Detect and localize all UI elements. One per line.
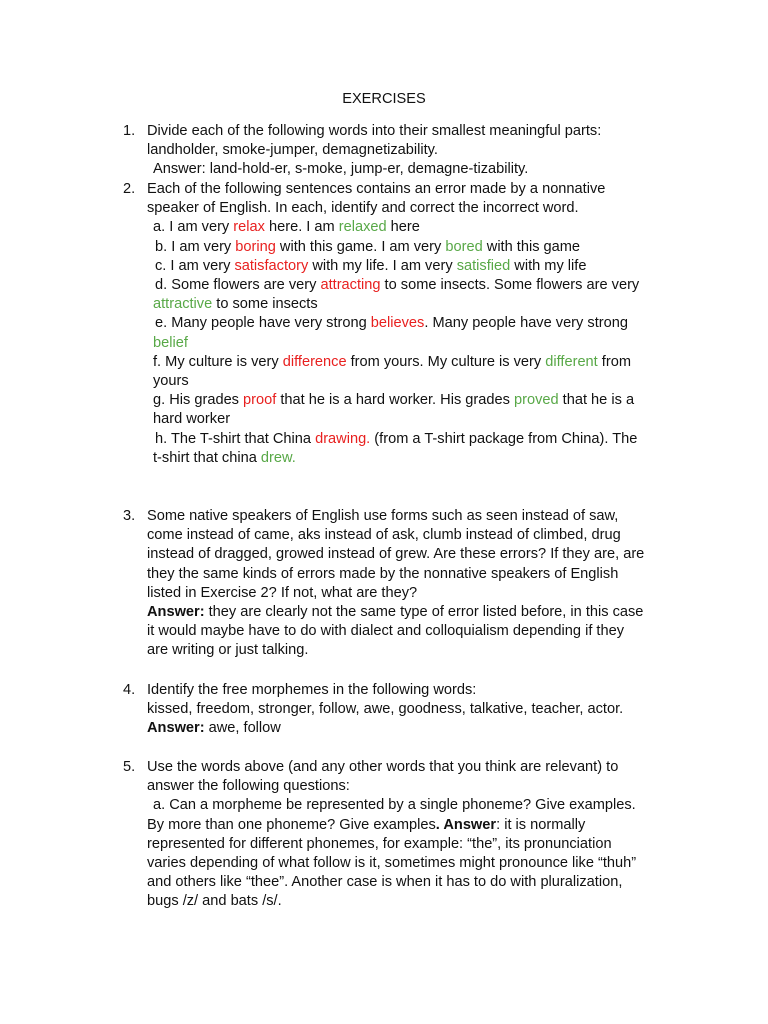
exercise-3-line-1: Some native speakers of English use forms such as seen instead of saw, [147, 508, 619, 524]
exercise-5-line-1: Use the words above (and any other words that you think are relevant) to [147, 759, 619, 775]
exercise-2-line-2: speaker of English. In each, identify and correct the incorrect word. [147, 200, 579, 217]
exercise-4-line-1: Identify the free morphemes in the following words: [147, 682, 477, 698]
incorrect-word: boring [235, 238, 276, 255]
answer-label: . Answer [435, 816, 497, 833]
corrected-word: drew. [260, 449, 296, 466]
exercise-5-line-2: answer the following questions: [147, 778, 350, 795]
incorrect-word: drawing. [315, 430, 371, 447]
sentence-g-continued: hard worker [153, 411, 231, 428]
sentence-d: d. Some flowers are very attracting to some insects. Some flowers are very [155, 277, 640, 294]
exercise-3-answer: Answer: they are clearly not the same type of error listed before, in this case [147, 604, 644, 621]
incorrect-word: proof [243, 392, 277, 409]
sentence-h: h. The T-shirt that China drawing. (from a T-shirt package from China). The [155, 430, 638, 447]
incorrect-word: difference [282, 353, 347, 370]
corrected-word: satisfied [456, 257, 511, 274]
sentence-h-continued: t-shirt that china drew. [153, 449, 296, 466]
sentence-e: e. Many people have very strong believes. Many people have very strong [155, 315, 628, 332]
exercise-4-answer: Answer: awe, follow [147, 720, 281, 737]
corrected-word: proved [513, 392, 559, 409]
exercise-1-answer: Answer: land-hold-er, s-moke, jump-er, demagne-tizability. [153, 161, 529, 178]
exercise-number: 1. [123, 123, 136, 139]
incorrect-word: satisfactory [234, 257, 309, 274]
exercise-5-line-5: represented for different phonemes, for example: “the”, its pronunciation [147, 835, 612, 852]
exercise-3-answer-line-3: are writing or just talking. [147, 642, 309, 659]
exercise-number: 3. [123, 508, 136, 524]
sentence-d-continued: attractive to some insects [153, 296, 318, 313]
incorrect-word: attracting [320, 277, 381, 294]
exercise-3-line-2: come instead of came, aks instead of ask, clumb instead of climbed, drug [147, 527, 621, 544]
sentence-c: c. I am very satisfactory with my life. I am very satisfied with my life [155, 257, 587, 274]
exercise-5-line-7: and others like “thee”. Another case is when it has to do with pluralization, [147, 874, 623, 891]
sentence-f: f. My culture is very difference from yours. My culture is very different from [153, 353, 631, 370]
exercise-number: 4. [123, 682, 136, 698]
exercise-5-line-4: By more than one phoneme? Give examples. Answer: it is normally [147, 816, 586, 833]
incorrect-word: believes [370, 315, 425, 332]
exercise-3-line-3: instead of dragged, growed instead of grew. Are these errors? If they are, are [147, 546, 645, 563]
exercise-5-line-6: varies depending of what follow is it, sometimes might pronounce like “thuh” [147, 855, 637, 872]
exercise-5-question-a: a. Can a morpheme be represented by a single phoneme? Give examples. [153, 797, 636, 814]
corrected-word: different [545, 353, 598, 370]
exercise-1-line-2: landholder, smoke-jumper, demagnetizability. [147, 142, 438, 159]
exercise-2-line-1: Each of the following sentences contains an error made by a nonnative [147, 181, 606, 197]
answer-label: Answer: [147, 720, 205, 737]
exercise-5-line-8: bugs /z/ and bats /s/. [147, 893, 282, 910]
sentence-g: g. His grades proof that he is a hard worker. His grades proved that he is a [153, 392, 635, 409]
sentence-e-continued [147, 334, 663, 353]
incorrect-word: relax [233, 219, 265, 236]
sentence-f-continued: yours [153, 373, 189, 390]
corrected-word: belief [153, 334, 188, 351]
exercise-number: 5. [123, 759, 136, 775]
sentence-a: a. I am very relax here. I am relaxed here [153, 219, 420, 236]
exercise-3-line-4: they the same kinds of errors made by the nonnative speakers of English [147, 565, 619, 582]
exercise-number: 2. [123, 181, 136, 197]
page-title: EXERCISES [342, 91, 426, 107]
exercise-3-line-5: listed in Exercise 2? If not, what are they? [147, 584, 418, 601]
sentence-b: b. I am very boring with this game. I am very bored with this game [155, 238, 581, 255]
exercise-1-line-1: Divide each of the following words into their smallest meaningful parts: [147, 123, 602, 139]
corrected-word: attractive [153, 296, 213, 313]
corrected-word: relaxed [338, 219, 387, 236]
exercise-4-line-2: kissed, freedom, stronger, follow, awe, goodness, talkative, teacher, actor. [147, 701, 624, 718]
exercise-3-answer-line-2: it would maybe have to do with dialect and colloquialism depending if they [147, 623, 625, 640]
corrected-word: bored [445, 238, 483, 255]
answer-label: Answer: [147, 604, 205, 621]
